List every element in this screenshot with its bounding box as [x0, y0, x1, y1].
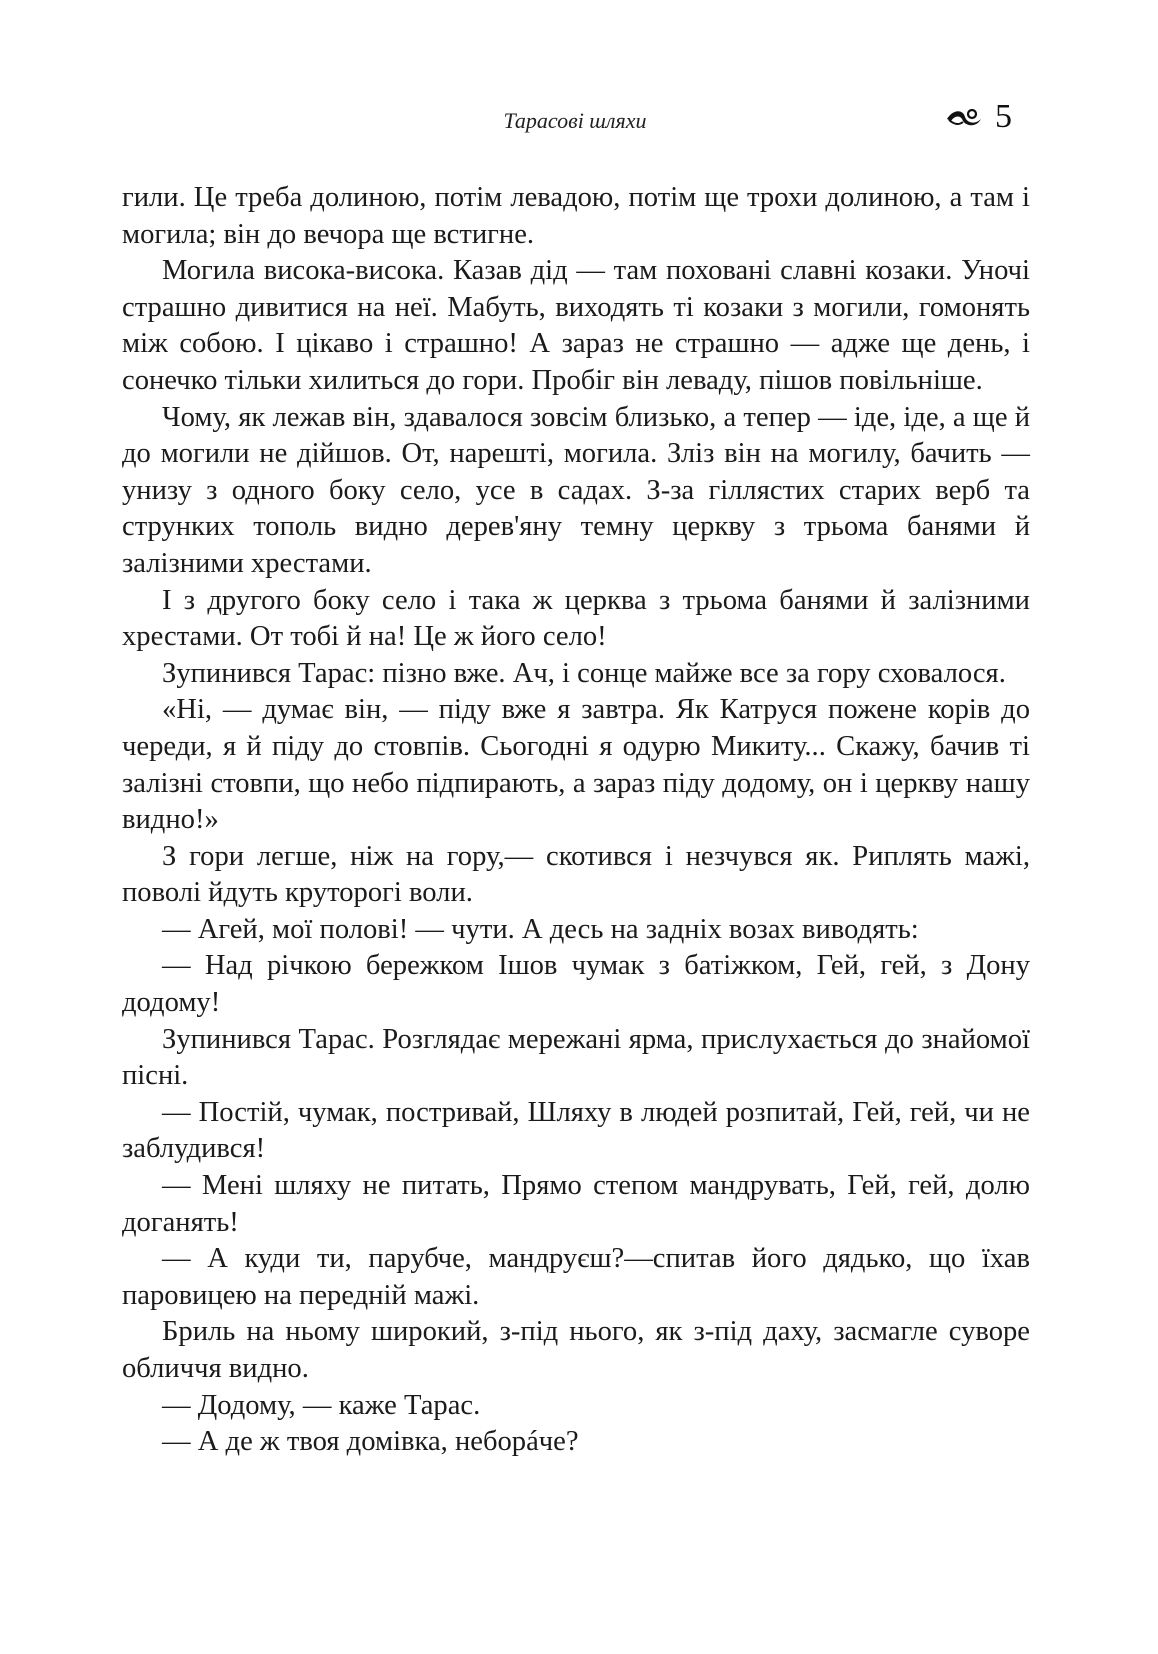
paragraph: Зупинився Тарас. Розглядає мережані ярма, прислухається до знайомої пісні.	[122, 1023, 1030, 1092]
paragraph: — А куди ти, парубче, мандруєш?—спитав його дядько, що їхав паровицею на передній мажі.	[122, 1243, 1030, 1311]
paragraph: — Над річкою бережком Ішов чумак з батіжком, Гей, гей, з Дону додому!	[122, 950, 1030, 1019]
paragraph: Зупинився Тарас: пізно вже. Ач, і сонце майже все за гору сховалося.	[162, 657, 1006, 689]
paragraph: — Постій, чумак, постривай, Шляху в людей розпитай, Гей, гей, чи не заблудився!	[122, 1096, 1030, 1165]
paragraph: З гори легше, ніж на гору,— скотився і незчувся як. Риплять мажі, поволі йдуть круторогі воли.	[122, 840, 1030, 909]
paragraph: Чому, як лежав він, здавалося зовсім близько, а тепер — іде, іде, а ще й до могили не дійшов. От, нарешті, могила. Зліз він на могилу, бачить — унизу з одного боку село, усе в садах. З-за гіллястих старих верб та струнких тополь видно дерев'яну темну церкву з трьома банями й залізними хрестами.	[122, 401, 1030, 579]
running-head	[0, 98, 1158, 144]
paragraph: Бриль на ньому широкий, з-під нього, як з-під даху, засмагле суворе обличчя видно.	[122, 1316, 1030, 1384]
page-number: 5	[995, 98, 1012, 135]
body-text	[122, 180, 1030, 1461]
paragraph: — Агей, мої полові! — чути. А десь на задніх возах виводять:	[162, 913, 919, 945]
page-number-group	[945, 100, 1012, 134]
fleuron-icon	[945, 105, 985, 129]
running-title: Тарасові шляхи	[503, 108, 647, 133]
paragraph: «Ні, — думає він, — піду вже я завтра. Як Катруся пожене корів до череди, я й піду до стовпів. Сьогодні я одурю Микиту... Скажу, бачив ті залізні стовпи, що небо підпирають, а зараз піду додому, он і церкву нашу видно!»	[122, 694, 1030, 836]
paragraph: — Додому, — каже Тарас.	[162, 1389, 481, 1421]
paragraph: Могила висока-висока. Казав дід — там поховані славні козаки. Уночі страшно дивитися на неї. Мабуть, виходять ті козаки з могили, гомонять між собою. І цікаво і страшно! А зараз не страшно — адже ще день, і сонечко тільки хилиться до гори. Пробіг він леваду, пішов повільніше.	[122, 255, 1030, 396]
paragraph: — А де ж твоя домівка, неборáче?	[162, 1426, 579, 1458]
paragraph: — Мені шляху не питать, Прямо степом мандрувать, Гей, гей, долю доганять!	[122, 1170, 1030, 1238]
paragraph: І з другого боку село і така ж церква з трьома банями й залізними хрестами. От тобі й на! Це ж його село!	[122, 584, 1030, 653]
paragraph: гили. Це треба долиною, потім левадою, потім ще трохи долиною, а там і могила; він до вечора ще встигне.	[122, 182, 1030, 250]
